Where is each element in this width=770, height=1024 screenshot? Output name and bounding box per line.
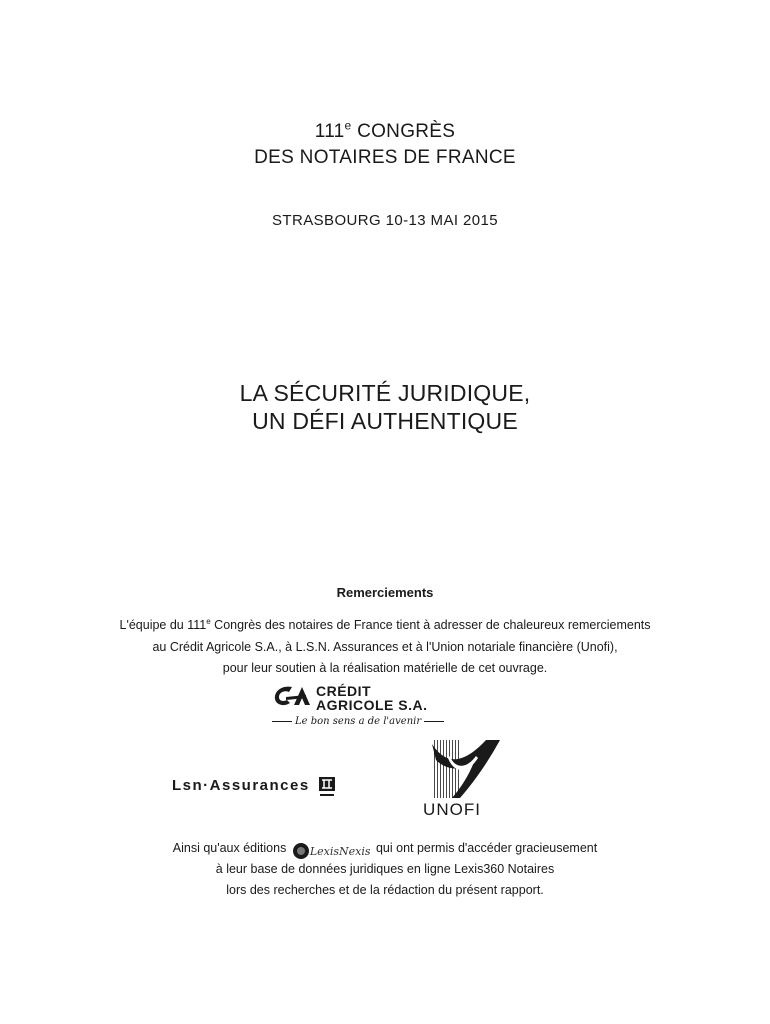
- credit-agricole-logo: [272, 683, 442, 731]
- report-title-line2: UN DÉFI AUTHENTIQUE: [252, 408, 518, 434]
- acknowledgements-line2: au Crédit Agricole S.A., à L.S.N. Assurances et à l'Union notariale financière (Unofi),: [152, 640, 618, 654]
- credit-agricole-name-line2: AGRICOLE S.A.: [316, 697, 428, 713]
- credit-agricole-name-line1: CRÉDIT: [316, 683, 372, 699]
- lsn-assurances-logo: [172, 774, 342, 804]
- closing-line2: à leur base de données juridiques en ligne Lexis360 Notaires: [215, 862, 555, 876]
- report-title-line1: LA SÉCURITÉ JURIDIQUE,: [239, 380, 531, 406]
- unofi-emblem-icon: [404, 738, 500, 800]
- acknowledgements-line1: [0, 614, 770, 636]
- congress-heading-line1: [0, 118, 770, 146]
- congress-location-dates: STRASBOURG 10-13 MAI 2015: [272, 212, 498, 229]
- credit-agricole-logo-icon: [272, 683, 312, 711]
- lsn-emblem-icon: [318, 776, 338, 798]
- closing-line1-start: Ainsi qu'aux éditions: [172, 841, 287, 855]
- congress-number: 111: [314, 121, 345, 142]
- acknowledgements-heading: Remerciements: [336, 585, 434, 600]
- acknowledgements-line3: pour leur soutien à la réalisation matérielle de cet ouvrage.: [222, 661, 548, 675]
- congress-heading-line2: DES NOTAIRES DE FRANCE: [254, 147, 516, 168]
- closing-line3: lors des recherches et de la rédaction du présent rapport.: [226, 883, 544, 897]
- closing-line1-end: qui ont permis d'accéder gracieusement: [372, 841, 598, 855]
- acknowledgements-line1-start: L'équipe du 111: [119, 618, 207, 632]
- unofi-name: UNOFI: [423, 800, 481, 819]
- lexisnexis-name: LexisNexis: [309, 844, 371, 858]
- congress-ordinal: e: [344, 118, 352, 133]
- congress-label: CONGRÈS: [351, 121, 456, 142]
- closing-line1: [0, 837, 770, 859]
- acknowledgements-line1-sup: e: [206, 616, 211, 626]
- credit-agricole-tagline-text: Le bon sens a de l'avenir: [295, 716, 422, 727]
- credit-agricole-tagline: [272, 716, 440, 727]
- acknowledgements-line1-end: Congrès des notaires de France tient à adresser de chaleureux remerciements: [210, 618, 651, 632]
- lsn-assurances-name: Lsn·Assurances: [172, 777, 310, 794]
- lexisnexis-logo: [292, 840, 371, 858]
- unofi-logo: [404, 738, 504, 824]
